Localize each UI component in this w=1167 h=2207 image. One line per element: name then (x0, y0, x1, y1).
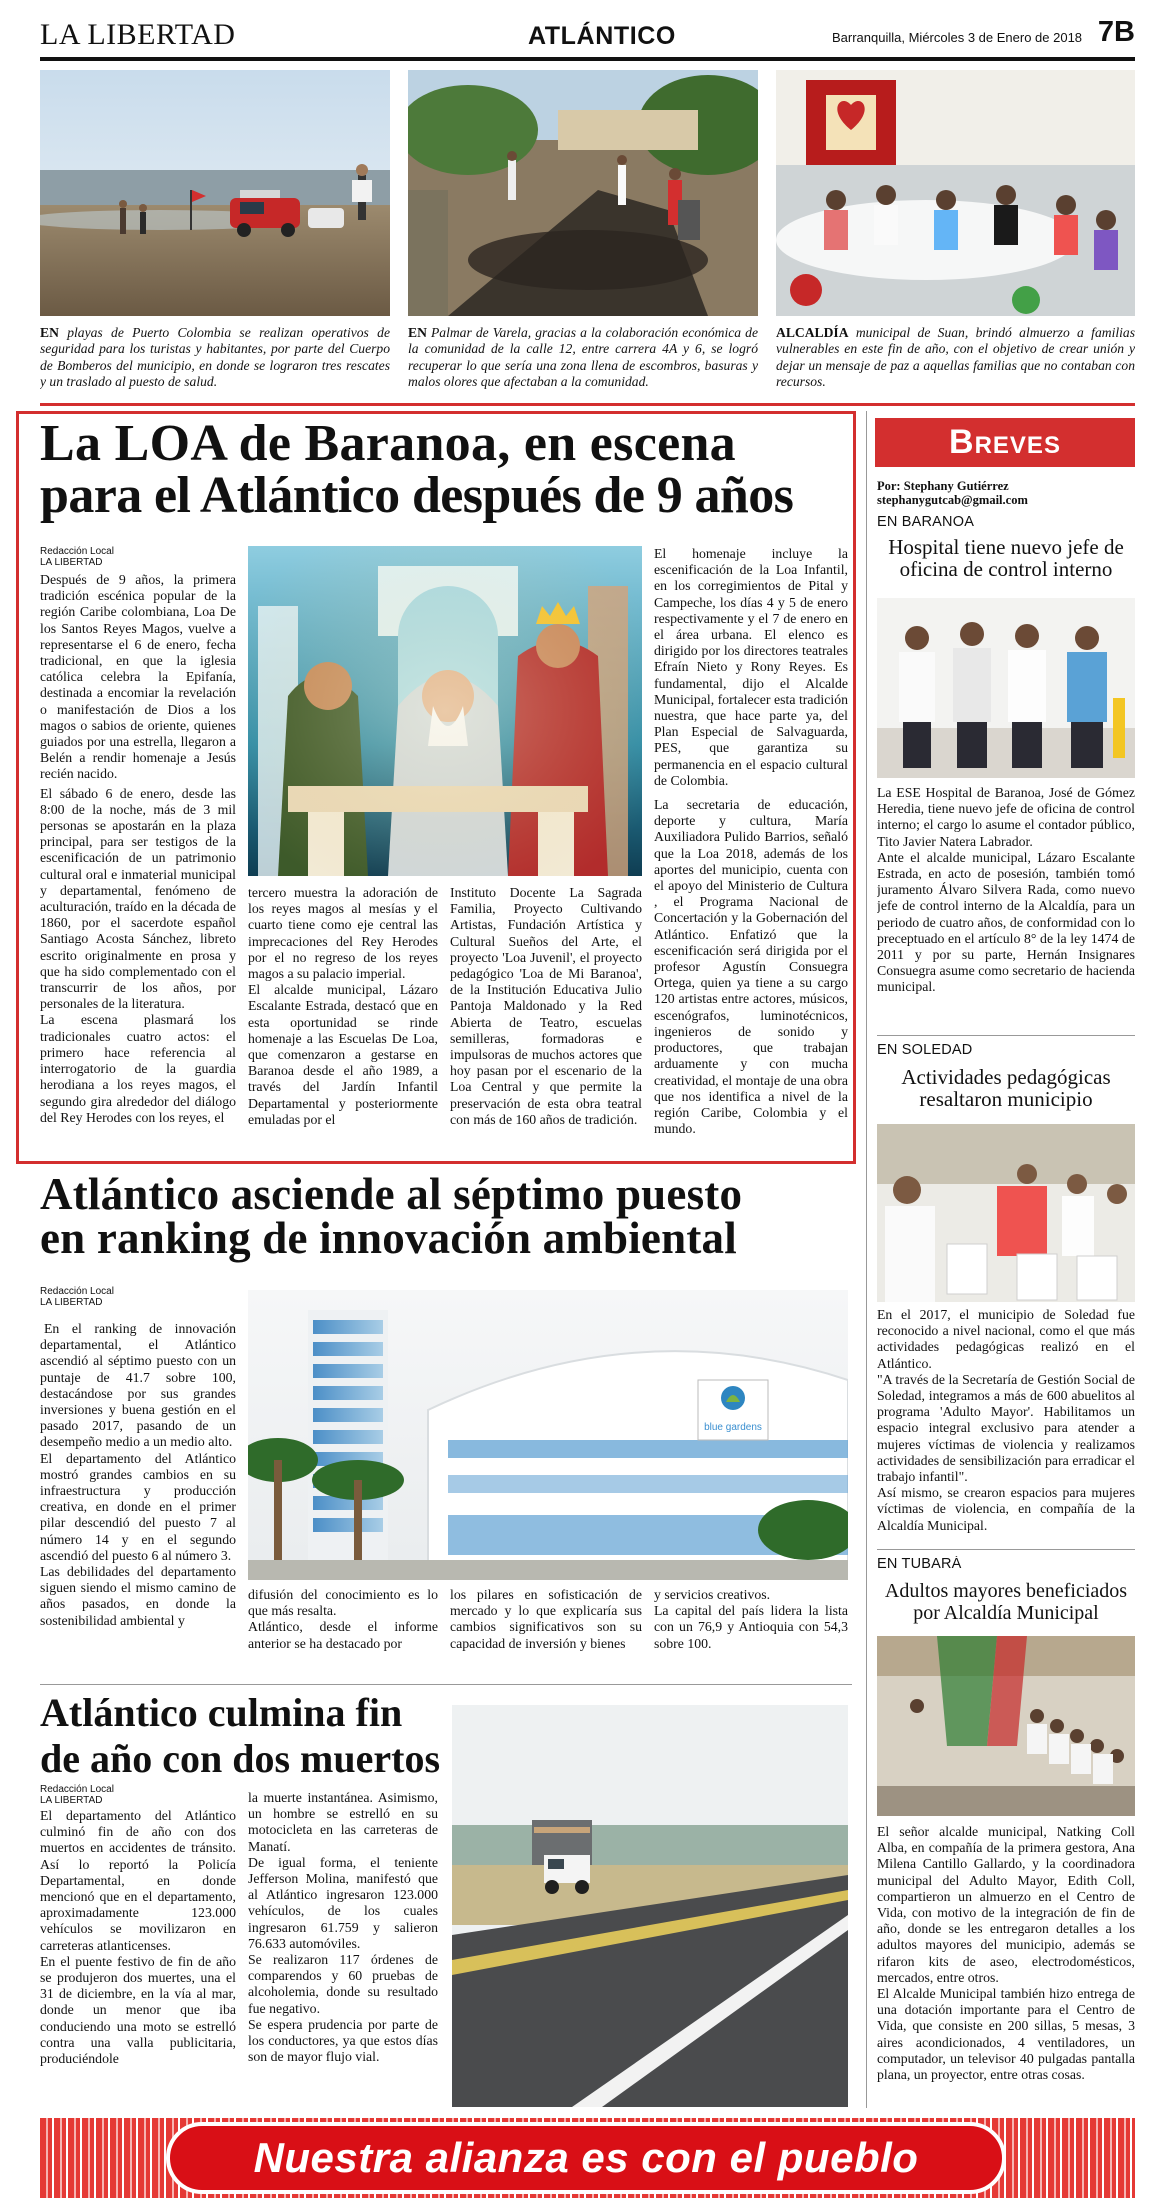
article-deaths-col2: la muerte instantánea. Asimismo, un hombre se estrelló en su motocicleta en las carreteras de Manatí. De igual forma, el teniente Jefferson Molina, manifestó que al Atlántico ingresaron 123.000 vehículos, de los cuales ingresaron 61.759 y salieron 76.633 automóviles. Se realizaron 117 órdenes de comparendos y 60 pruebas de alcoholemia, donde su resultado fue negativo. Se espera prudencia por parte de los conductores, ya que estos días son de mayor flujo vial. (248, 1790, 438, 2065)
brief-divider-1 (877, 1035, 1135, 1036)
brief-divider-2 (877, 1549, 1135, 1550)
article-loa-byline: Redacción Local LA LIBERTAD (40, 546, 114, 568)
brief-baranoa-tag: EN BARANOA (877, 514, 975, 530)
top-red-rule (40, 403, 1135, 406)
seniors-tubara-photo (877, 1636, 1135, 1816)
article-loa-title (40, 418, 852, 536)
article-innovation-title (40, 1172, 860, 1272)
caption-lunch: ALCALDÍA municipal de Suan, brindó almuerzo a familias vulnerables en este fin de año, con el objetivo de crear unión y dejar un mensaje de paz a aquellas familias que no contaban con recursos. (776, 325, 1135, 390)
article-innovation-title-line1: Atlántico asciende al séptimo puesto (40, 1172, 743, 1219)
article-loa-col3: Instituto Docente La Sagrada Familia, Proyecto Cultivando Artistas, Fundación Artística y Cultural Sueños del Arte, el proyecto 'Loa Juvenil', el proyecto pedagógico 'Loa de Mi Baranoa', de la Institución Educativa Julio Pantoja Maldonado y la Red Abierta de Teatro, escuelas semilleras, formadoras e impulsoras de muchos actores que hoy pasan por el escenario de la Loa Central y que permite la preservación de esta obra teatral con más de 160 años de tradición. (450, 885, 642, 1127)
beach-photo (40, 70, 390, 316)
masthead (40, 16, 1135, 56)
article-loa-col1: Después de 9 años, la primera tradición escénica popular de la región Caribe colombiana, Loa De los Santos Reyes Magos, vuelve a representarse el 6 de enero, fecha tradicional, en que la iglesia católica celebra la Epifanía, destinada a encomiar la revelación o manifestación de Dios a los magos o sabios de oriente, quienes guiados por una estrella, llegaron a Belén a rendir homenaje a Jesús recién nacido. El sábado 6 de enero, desde las 8:00 de la noche, más de 3 mil personas se apostarán en la plaza principal, para ser testigos de la escenificación de un patrimonio cultural oral e inmaterial municipal y departamental, fenómeno de aculturación, traído en la década de 1860, por el sacerdote español Santiago Acosta Sánchez, libreto escrito originalmente en prosa y que ha sido complementado con el transcurrir de los años, por personales de la literatura. La escena plasmará los tradicionales cuatro actos: el primero hace referencia al interrogatorio de la guardia herodiana a los reyes magos, el segundo gira alrededor del diálogo del Rey Herodes con los reyes, el (40, 572, 236, 1125)
article-innovation-col2: difusión del conocimiento es lo que más resalta. Atlántico, desde el informe anterior se ha destacado por (248, 1587, 438, 1651)
highway-photo (452, 1705, 848, 2107)
caption-beach: EN playas de Puerto Colombia se realizan operativos de seguridad para los turistas y habitantes, por parte del Cuerpo de Bomberos del municipio, en donde se lograron tres rescates y un traslado al puesto de salud. (40, 325, 390, 390)
breves-banner (875, 418, 1135, 467)
breves-title: Breves (949, 423, 1061, 461)
lunch-photo (776, 70, 1135, 316)
article-deaths-col1: El departamento del Atlántico culminó fin de año con dos muertos en accidentes de tránsito. Así lo reportó la Policía Departamental, en donde mencionó que en el departamento, aproximadamente 123.000 vehículos se movilizaron en carreteras atlanticenses. En el puente festivo de fin de año se produjeron dos muertes, una el 31 de diciembre, en la vía al mar, donde un menor que iba conduciendo una moto se estrelló contra una valla publicitaria, produciéndole (40, 1808, 236, 2067)
brief-soledad-headline: Actividades pedagógicas resaltaron municipio (901, 1066, 1111, 1111)
brief-soledad-tag: EN SOLEDAD (877, 1042, 973, 1058)
article-innovation-byline: Redacción Local LA LIBERTAD (40, 1286, 114, 1308)
brief-tubara-body: El señor alcalde municipal, Natking Coll Alba, en compañía de la primera gestora, Ana Milena Cantillo Gallardo, y la coordinadora municipal del Adulto Mayor, Edith Coll, compartieron un almuerzo en el Centro de Vida, con motivo de la integración de fin de año, donde se les entregaron detalles a los adultos mayores del municipio, además se rifaron kits de aseo, electrodomésticos, mercados, entre otros. El Alcalde Municipal también hizo entrega de una dotación importante para el Centro de Vida, que consiste en 200 sillas, 5 mesas, 3 aires acondicionados, 4 ventiladores, un computador, un televisor 40 pulgadas pantalla plana, un proyector, entre otras cosas. (877, 1824, 1135, 2083)
paper-name: LA LIBERTAD (40, 18, 236, 51)
breves-author: Por: Stephany Gutiérrez stephanygutcab@gmail.com (877, 479, 1028, 507)
issue-date: Barranquilla, Miércoles 3 de Enero de 2018 (832, 30, 1083, 45)
article-innovation-col4: y servicios creativos. La capital del país lidera la lista con un 76,9 y Antioquia con 54,3 sobre 100. (654, 1587, 848, 1651)
building-sign: blue gardens (704, 1422, 762, 1433)
brief-soledad-body: En el 2017, el municipio de Soledad fue reconocido a nivel nacional, como el que más actividades pedagógicas realizó en el Atlántico. "A través de la Secretaría de Gestión Social de Soledad, integramos a más de 600 abuelitos al programa 'Adulto Mayor'. Habilitamos un espacio integral exclusivo para atender a mujeres víctimas de violencia y realizamos actividades de sensibilización para erradicar el trabajo infantil". Así mismo, se crearon espacios para mujeres víctimas de violencia, en compañía de la Alcaldía Municipal. (877, 1307, 1135, 1533)
loa-stage-photo (248, 546, 642, 876)
hospital-staff-photo (877, 598, 1135, 778)
footer-slogan-pill (166, 2122, 1006, 2194)
article-deaths-title-line1: Atlántico culmina fin (40, 1690, 403, 1735)
article-loa-title-line1: La LOA de Baranoa, en escena (40, 418, 736, 472)
brief-tubara-tag: EN TUBARÁ (877, 1556, 962, 1572)
article-deaths-title-line2: de año con dos muertos (40, 1736, 441, 1781)
brief-baranoa-headline: Hospital tiene nuevo jefe de oficina de control interno (888, 536, 1124, 581)
section-name: ATLÁNTICO (528, 22, 676, 50)
caption-cleanup: EN Palmar de Varela, gracias a la colaboración económica de la comunidad de la calle 12, entre carrera 4A y 6, se logró recuperar lo que sería una zona llena de escombros, basuras y malos olores que afectaban a la comunidad. (408, 325, 758, 390)
brief-tubara-headline: Adultos mayores beneficiados por Alcaldía Municipal (884, 1580, 1128, 1624)
article-deaths-byline: Redacción Local LA LIBERTAD (40, 1784, 114, 1806)
footer-slogan-text: Nuestra alianza es con el pueblo (253, 2134, 919, 2181)
building-photo (248, 1290, 848, 1580)
article-divider (40, 1684, 852, 1685)
article-innovation-title-line2: en ranking de innovación ambiental (40, 1213, 737, 1263)
article-deaths-title (40, 1690, 460, 1790)
brief-baranoa-body: La ESE Hospital de Baranoa, José de Gómez Heredia, tiene nuevo jefe de oficina de control interno; el cargo lo asume el contador público, Tito Javier Natera Labrador. Ante el alcalde municipal, Lázaro Escalante Estrada, en acto de posesión, también tomó juramento Álvaro Silvera Rada, como nuevo jefe de control interno de la Alcaldía, para un periodo de cuatro años, de conformidad con lo preceptuado en el artículo 8° de la ley 1474 de 2011 y por su parte, Hernán Insignares Consuegra asume como secretario de hacienda municipal. (877, 785, 1135, 995)
sidebar-left-rule (866, 411, 867, 2108)
article-innovation-col1: En el ranking de innovación departamental, el Atlántico ascendió al séptimo puesto con un puntaje de 41.7 sobre 100, destacándose por sus grandes inversiones y buena gestión en el pasado 2017, pasando de un desempeño medio a un medio alto. El departamento del Atlántico mostró grandes cambios en su infraestructura y producción creativa, en donde en el primer pilar descendió del puesto 7 al número 14 y en el segundo ascendió del puesto 6 al número 3. Las debilidades del departamento siguen siendo el mismo camino de años pasados, en donde la sostenibilidad ambiental y (40, 1321, 236, 1628)
header-rule (40, 57, 1135, 61)
footer-slogan-bar (40, 2118, 1135, 2198)
article-loa-title-line2: para el Atlántico después de 9 años (40, 467, 794, 524)
article-loa-col2: tercero muestra la adoración de los reyes magos al mesías y el cuarto tiene como eje central las imprecaciones del Rey Herodes por el no regreso de los reyes magos a su palacio imperial. El alcalde municipal, Lázaro Escalante Estrada, destacó que en esta oportunidad se rinde homenaje a las Escuelas De Loa, que comenzaron a gestarse en Baranoa desde el año 1989, a través del Jardín Infantil Departamental y posteriormente emuladas por el (248, 885, 438, 1127)
page-number: 7B (1097, 16, 1135, 48)
seniors-soledad-photo (877, 1124, 1135, 1302)
article-innovation-col3: los pilares en sofisticación de mercado y lo que explicaría sus cambios significativos son su capacidad de inversión y bienes (450, 1587, 642, 1651)
article-loa-col4: El homenaje incluye la escenificación de la Loa Infantil, en los corregimientos de Pital y Campeche, los días 4 y 5 de enero respectivamente y el 7 de enero en el área urbana. El elenco es dirigido por los directores teatrales Efraín Nieto y Rony Reyes. Es fundamental, dijo el Alcalde Municipal, fortalecer esta tradición nuestra, que hace parte ya, del Plan Especial de Salvaguarda, PES, que garantiza su permanencia en el espacio cultural de Colombia. La secretaria de educación, deporte y cultura, María Auxiliadora Pulido Barrios, señaló que la Loa 2018, además de los aportes del municipio, cuenta con el apoyo del Ministerio de Cultura , el Programa Nacional de Concertación y la Gobernación del Atlántico. Enfatizó que la escenificación será dirigida por el profesor Agustín Consuegra Ortega, quien ya tiene a su cargo 120 artistas entre actores, músicos, escenógrafos, luminotécnicos, ingenieros de sonido y productores, que trabajan arduamente y con mucha creatividad, el montaje de una obra que nos identifica a nivel de la región Caribe, Colombia y el mundo. (654, 546, 848, 1137)
cleanup-photo (408, 70, 758, 316)
